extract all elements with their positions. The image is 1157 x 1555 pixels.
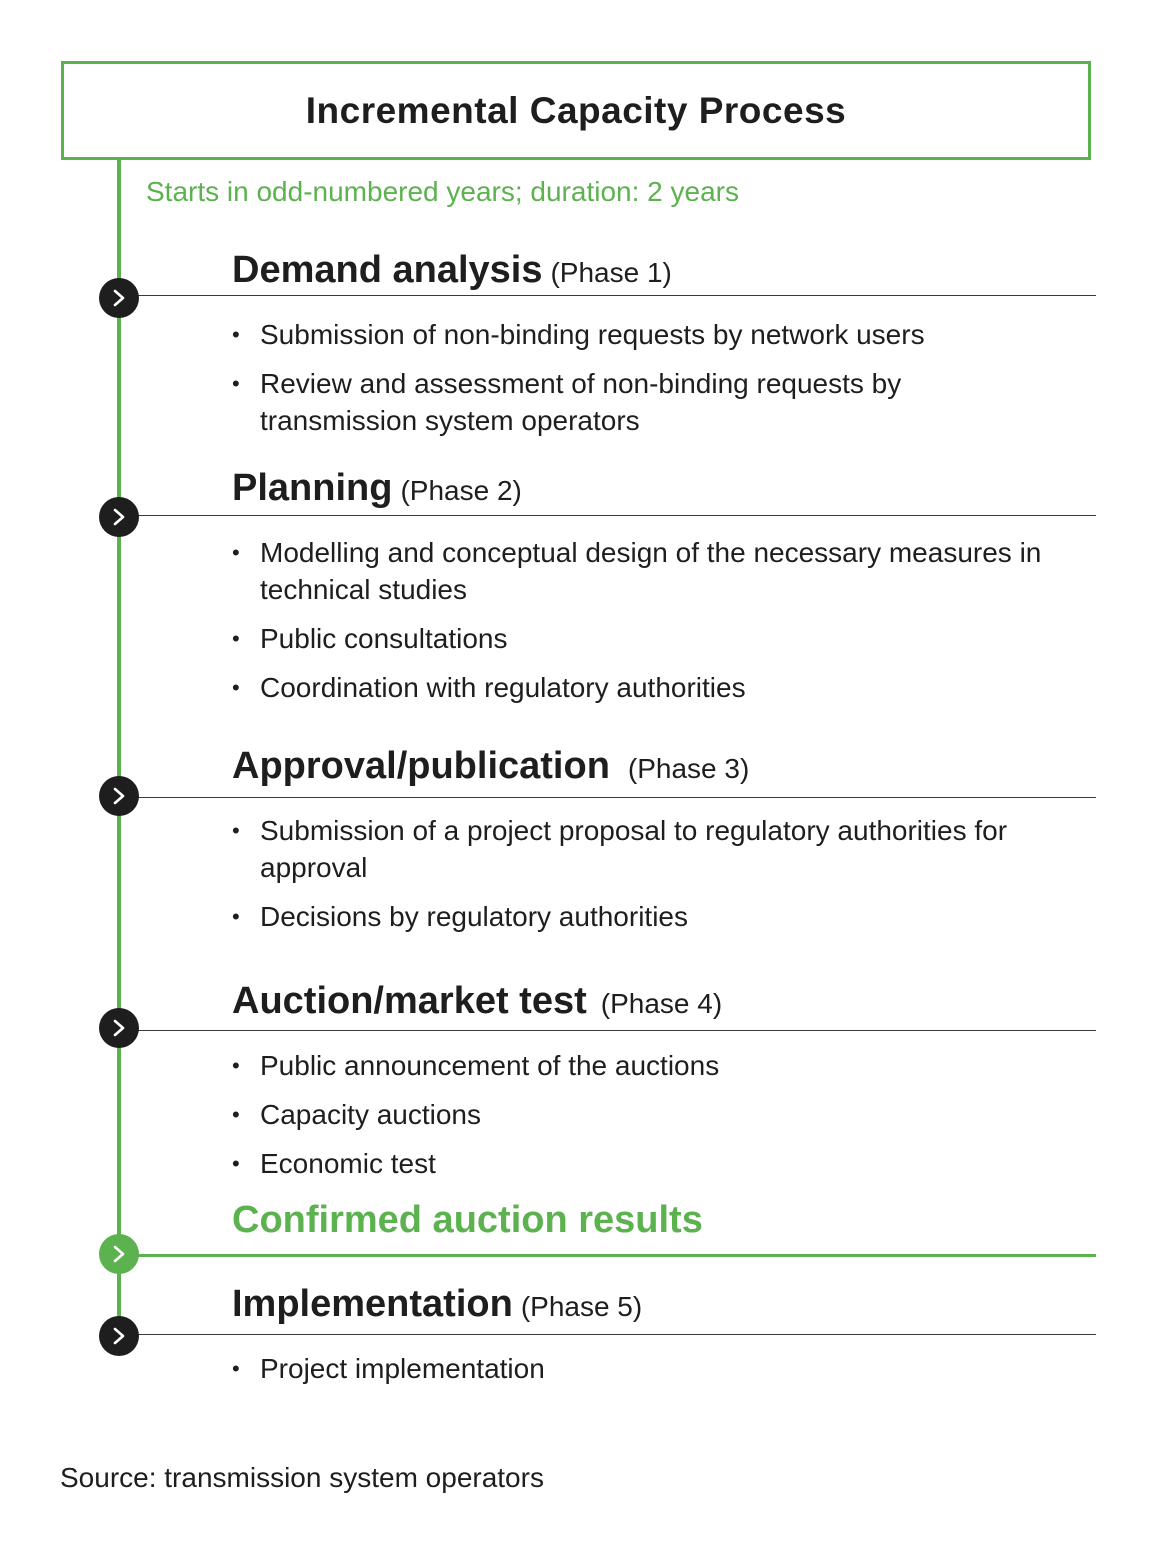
chevron-right-icon	[110, 1019, 128, 1037]
chevron-right-icon	[110, 1327, 128, 1345]
list-item: • Public consultations	[232, 620, 1062, 657]
phase-1-list	[232, 316, 1062, 451]
phase-1-label: (Phase 1)	[550, 257, 672, 288]
subtitle: Starts in odd-numbered years; duration: 2 years	[146, 176, 739, 207]
phase-5-label: (Phase 5)	[520, 1291, 643, 1322]
phase-2-divider	[121, 515, 1096, 516]
phase-3-heading	[232, 745, 749, 788]
milestone-divider	[121, 1254, 1096, 1257]
phase-3-label: (Phase 3)	[627, 753, 750, 784]
phase-4-title: Auction/market test	[232, 980, 587, 1022]
list-item: • Modelling and conceptual design of the necessary measures in technical studies	[232, 534, 1062, 608]
phase-1-heading	[232, 249, 672, 292]
phase-1-marker	[99, 278, 139, 318]
milestone-label: Confirmed auction results	[232, 1199, 703, 1241]
chevron-right-icon	[110, 1245, 128, 1263]
phase-2-label: (Phase 2)	[400, 475, 522, 506]
title-box	[61, 61, 1091, 160]
list-item: • Project implementation	[232, 1350, 1062, 1387]
milestone-marker	[99, 1234, 139, 1274]
phase-4-heading	[232, 980, 722, 1023]
phase-3-title: Approval/publication	[232, 745, 610, 787]
phase-2-title: Planning	[232, 467, 393, 509]
chevron-right-icon	[110, 787, 128, 805]
list-item: • Review and assessment of non-binding requests by transmission system operators	[232, 365, 1062, 439]
list-item: • Capacity auctions	[232, 1096, 1062, 1133]
phase-2-marker	[99, 497, 139, 537]
chevron-right-icon	[110, 508, 128, 526]
phase-3-marker	[99, 776, 139, 816]
phase-4-divider	[121, 1030, 1096, 1031]
list-item: • Coordination with regulatory authorities	[232, 669, 1062, 706]
phase-3-list	[232, 812, 1062, 947]
phase-5-title: Implementation	[232, 1283, 513, 1325]
list-item: • Public announcement of the auctions	[232, 1047, 1062, 1084]
list-item: • Economic test	[232, 1145, 1062, 1182]
list-item: • Submission of non-binding requests by network users	[232, 316, 1062, 353]
phase-5-divider	[121, 1334, 1096, 1335]
phase-5-list	[232, 1350, 1062, 1399]
source-note: Source: transmission system operators	[60, 1462, 544, 1493]
timeline-line	[117, 160, 121, 1340]
phase-4-label: (Phase 4)	[600, 988, 723, 1019]
phase-4-list	[232, 1047, 1062, 1194]
chevron-right-icon	[110, 289, 128, 307]
phase-5-marker	[99, 1316, 139, 1356]
phase-5-heading	[232, 1283, 642, 1326]
list-item: • Submission of a project proposal to regulatory authorities for approval	[232, 812, 1062, 886]
phase-2-heading	[232, 467, 522, 510]
phase-4-marker	[99, 1008, 139, 1048]
phase-2-list	[232, 534, 1062, 718]
page-title: Incremental Capacity Process	[305, 89, 847, 131]
phase-1-divider	[121, 295, 1096, 296]
list-item: • Decisions by regulatory authorities	[232, 898, 1062, 935]
phase-3-divider	[121, 797, 1096, 798]
phase-1-title: Demand analysis	[232, 249, 543, 291]
